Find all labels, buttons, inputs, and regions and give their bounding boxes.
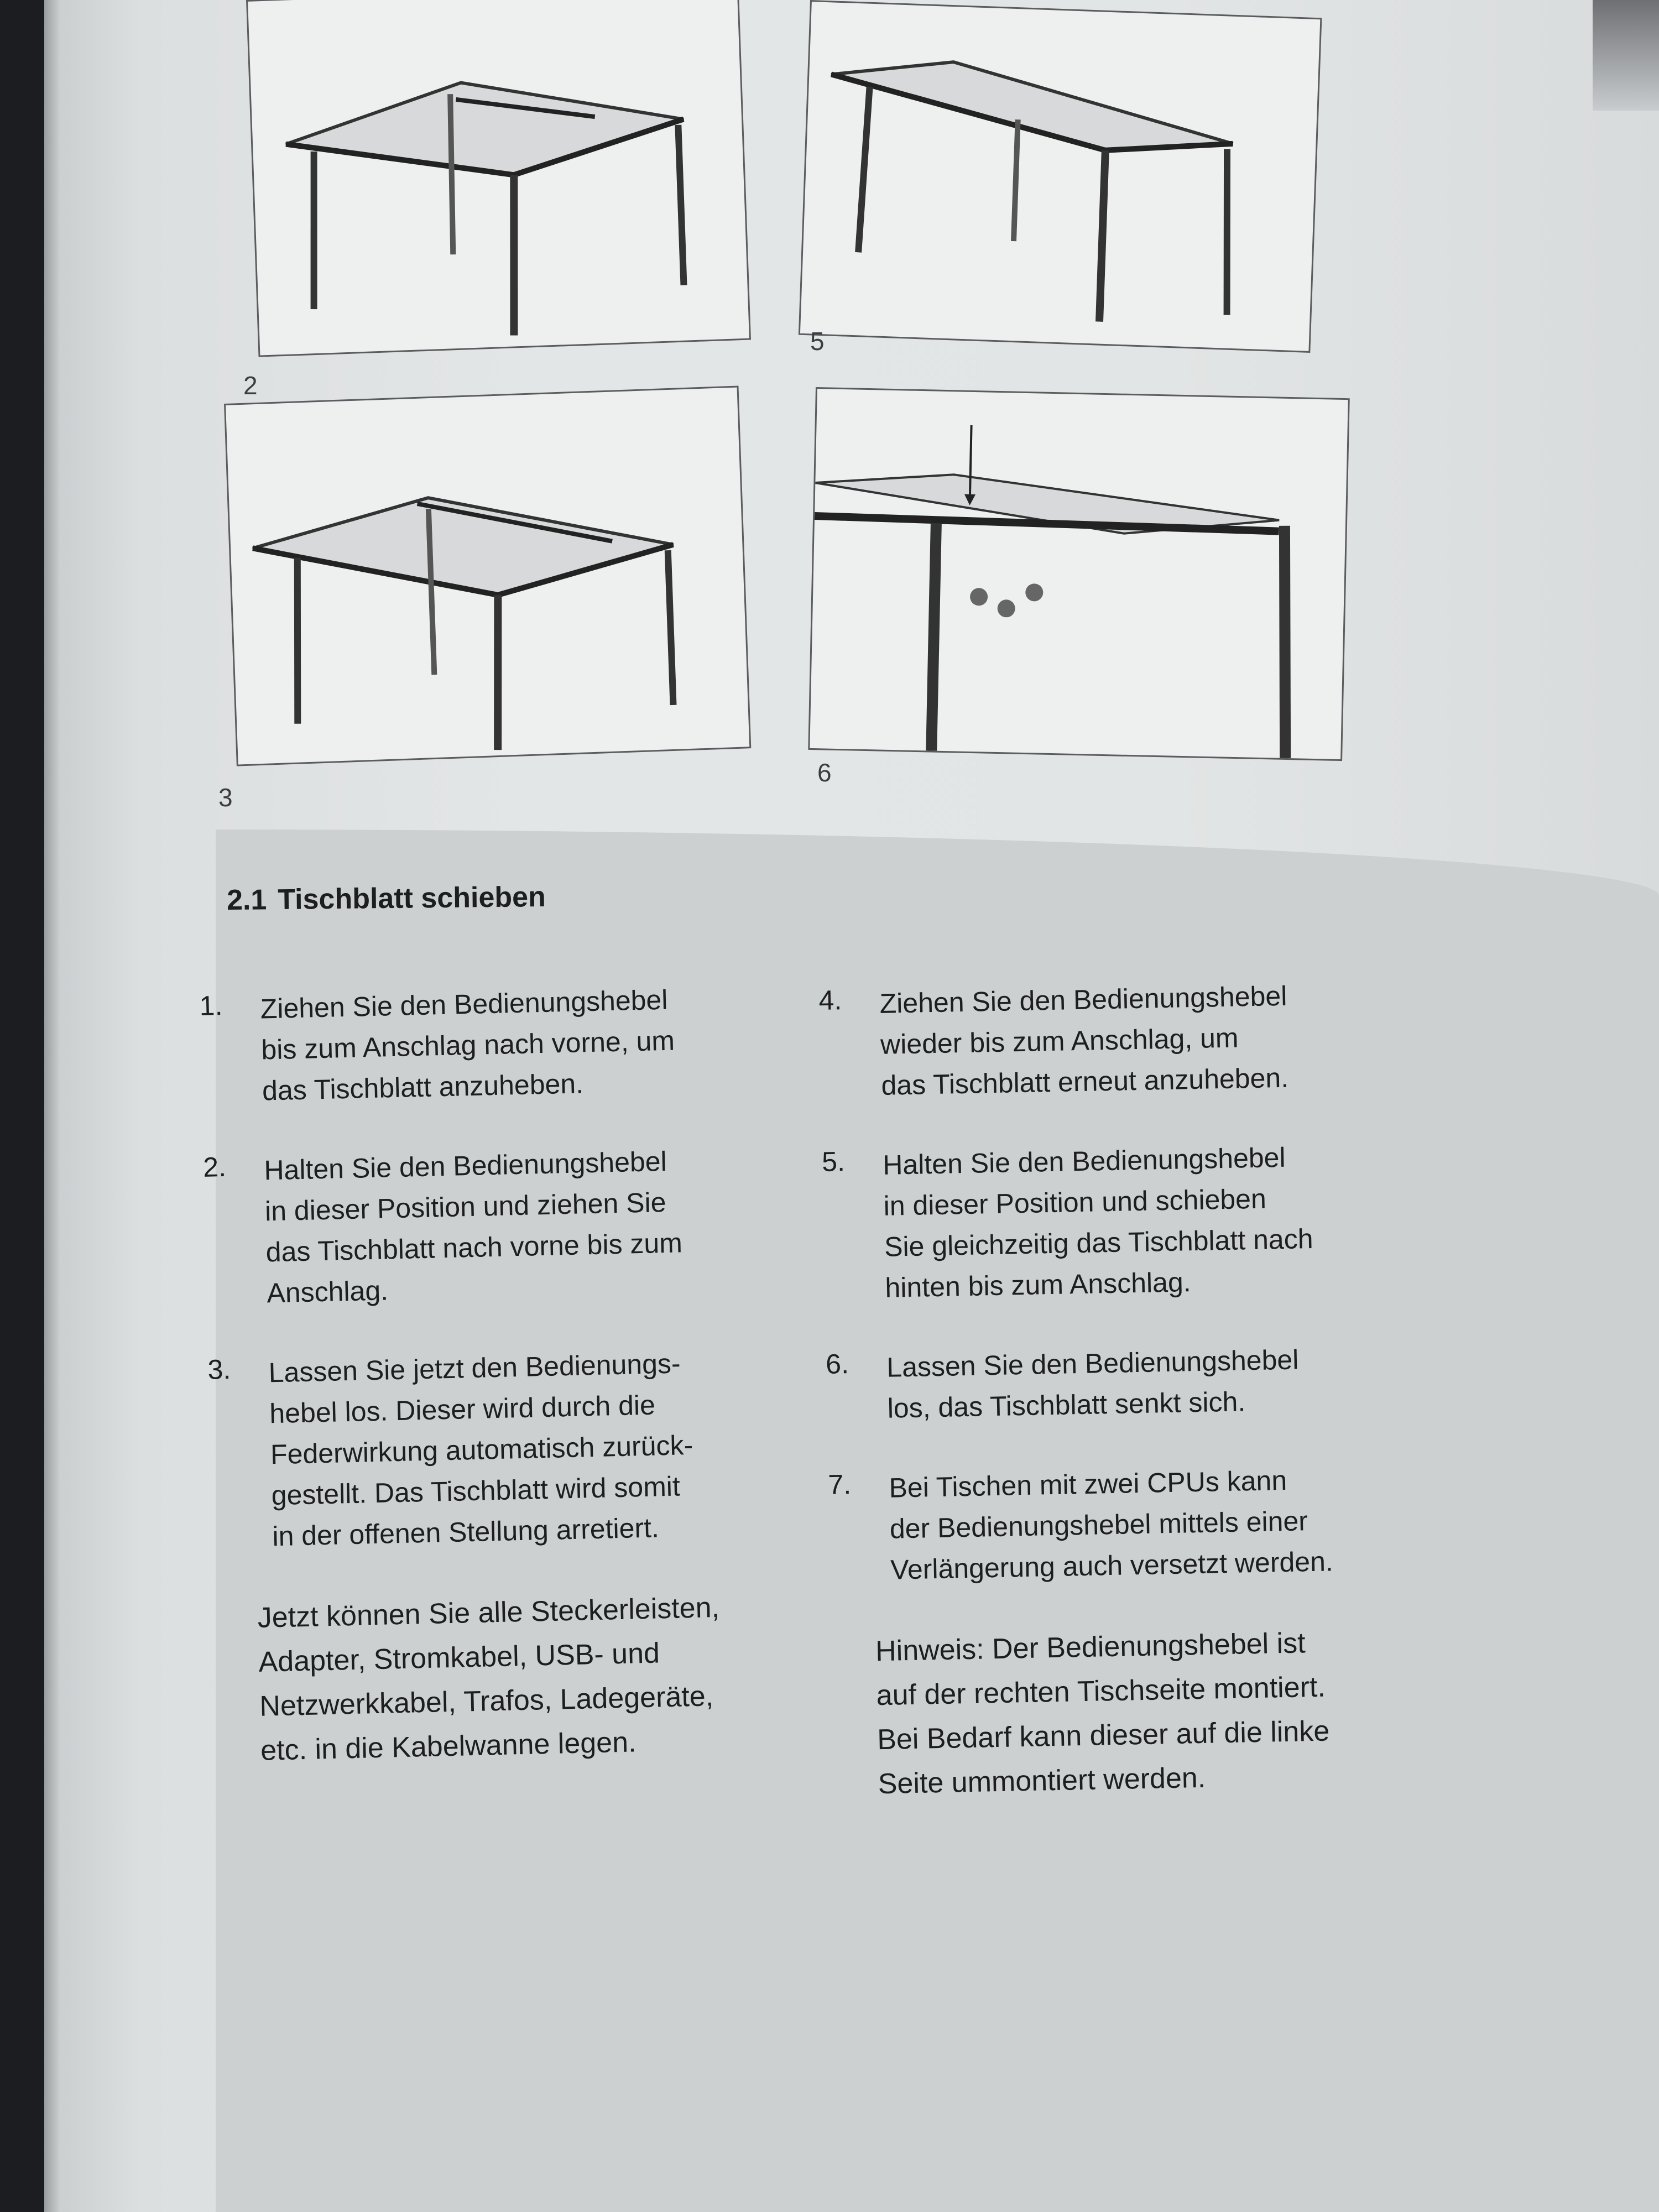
figure-5-label: 5 (810, 327, 825, 356)
table-illustration (810, 389, 1348, 759)
note-cable-tray: Jetzt können Sie alle Steckerleisten, Adapter, Stromkabel, USB- und Netzwerkkabel, Trafos, Ladegeräte, etc. in die Kabelwanne legen. (257, 1591, 720, 1767)
section-number: 2.1 (226, 884, 267, 917)
figure-1 (246, 0, 751, 357)
figure-5 (799, 0, 1322, 353)
step-text: Ziehen Sie den Bedienungshebel bis zum Anschlag nach vorne, um das Tischblatt anzuheben. (260, 984, 675, 1107)
table-illustration (248, 0, 749, 356)
figure-2-label: 2 (243, 371, 258, 400)
section-heading (227, 880, 546, 917)
step-item (826, 1338, 1380, 1430)
step-item (818, 974, 1374, 1107)
step-text: Lassen Sie den Bedienungshebel los, das Tischblatt senkt sich. (886, 1344, 1299, 1424)
step-number: 1. (199, 990, 223, 1021)
step-text: Bei Tischen mit zwei CPUs kann der Bedienungshebel mittels einer Verlängerung auch versetzt werden. (888, 1464, 1334, 1585)
figure-2 (224, 386, 751, 766)
step-text: Lassen Sie jetzt den Bedienungs- hebel los. Dieser wird durch die Federwirkung automatisch zurück- gestellt. Das Tischblatt wird somit in der offenen Stellung arretiert. (268, 1348, 693, 1552)
steps-right-column (818, 974, 1387, 1807)
step-item (822, 1135, 1378, 1310)
step-item (199, 977, 755, 1113)
table-illustration (226, 388, 749, 765)
figure-3-label: 3 (218, 783, 233, 812)
step-number: 6. (825, 1348, 849, 1380)
table-illustration (800, 2, 1320, 351)
step-text: Ziehen Sie den Bedienungshebel wieder bis zum Anschlag, um das Tischblatt erneut anzuheben. (879, 980, 1289, 1101)
figure-6 (808, 387, 1350, 761)
page-corner-shadow (1593, 0, 1659, 111)
step-item (828, 1458, 1383, 1592)
step-number: 2. (202, 1151, 227, 1183)
step-text: Halten Sie den Bedienungshebel in dieser Position und ziehen Sie das Tischblatt nach vorne bis zum Anschlag. (263, 1145, 683, 1309)
step-item (203, 1139, 759, 1315)
step-number: 7. (827, 1469, 852, 1500)
page-edge (44, 0, 61, 2212)
step-number: 5. (821, 1146, 846, 1177)
note-hint: Hinweis: Der Bedienungshebel ist auf der rechten Tischseite montiert. Bei Bedarf kann dieser auf die linke Seite ummontiert werden. (875, 1627, 1330, 1801)
step-number: 4. (818, 984, 842, 1016)
step-item (207, 1341, 765, 1558)
figure-6-label: 6 (817, 758, 832, 787)
steps-left-column (199, 977, 770, 1773)
step-text: Halten Sie den Bedienungshebel in dieser Position und schieben Sie gleichzeitig das Tischblatt nach hinten bis zum Anschlag. (882, 1141, 1313, 1303)
step-number: 3. (207, 1353, 231, 1385)
section-title: Tischblatt schieben (278, 880, 546, 916)
